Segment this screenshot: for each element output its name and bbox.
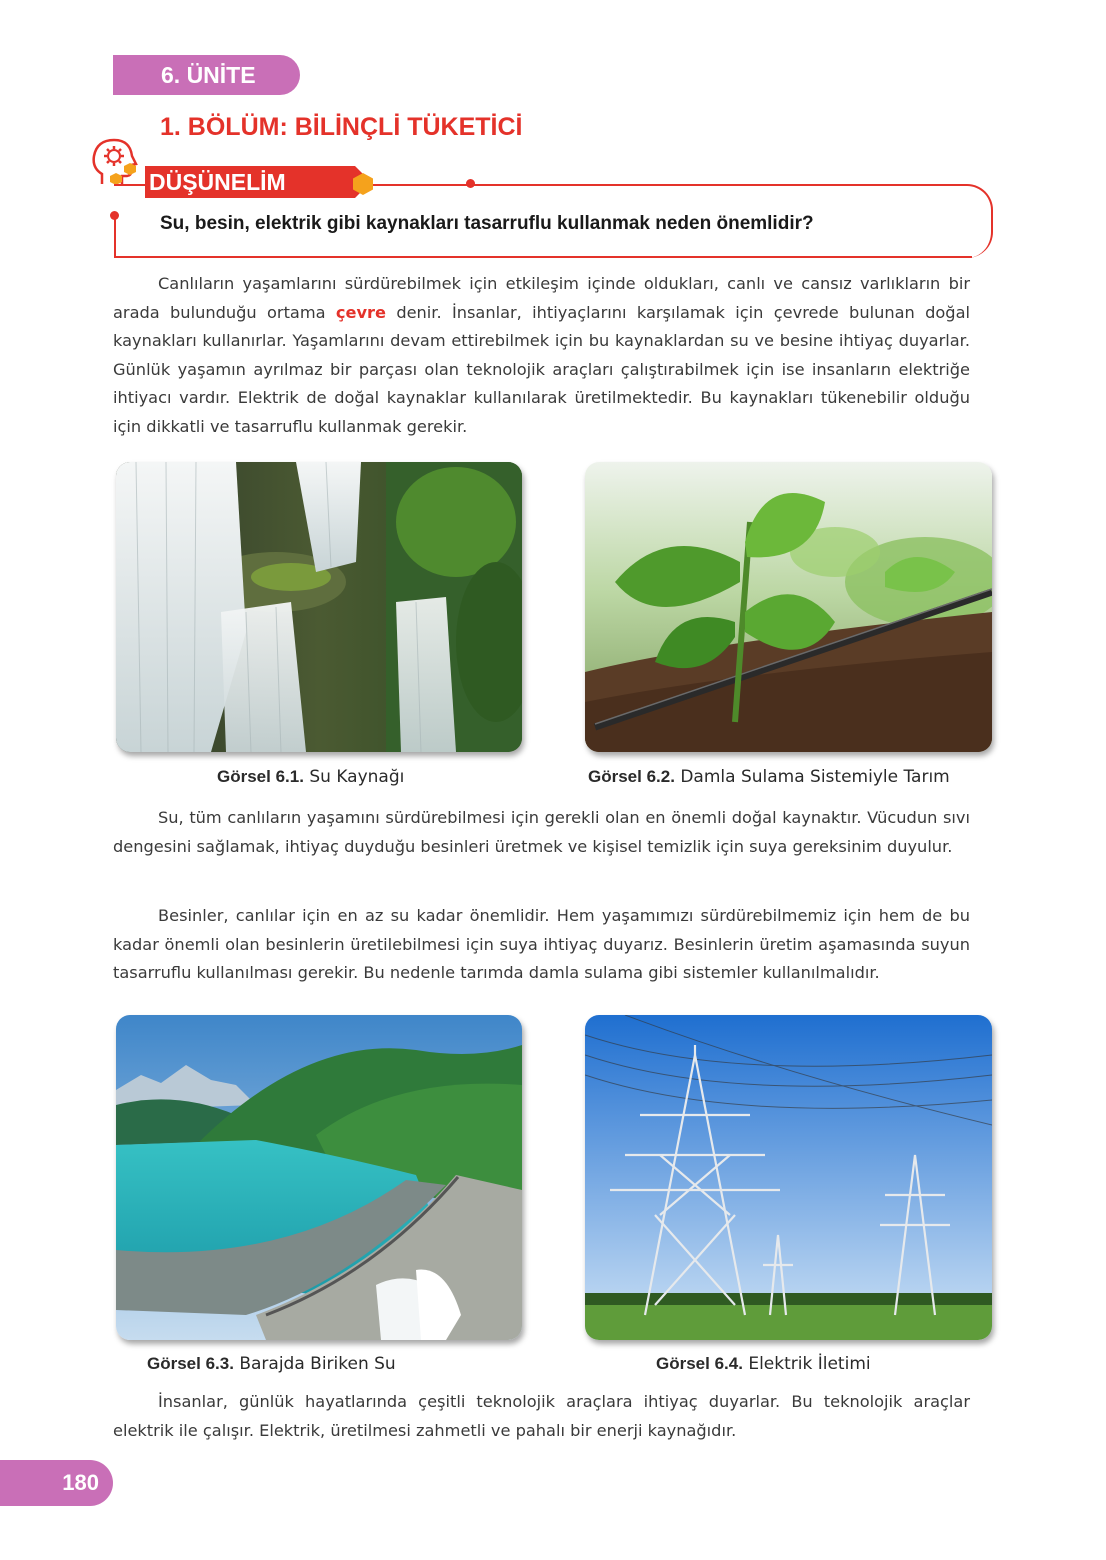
figure-text: Elektrik İletimi (748, 1354, 871, 1374)
body-paragraph: Su, tüm canlıların yaşamını sürdürebilmesi için gerekli olan en önemli doğal kaynaktır. Vücudun sıvı dengesini sağlamak, ihtiyaç duyduğu besinleri üretmek ve kişisel temizlik için suya gereksinim duyulur. (113, 808, 970, 856)
figure-text: Damla Sulama Sistemiyle Tarım (680, 767, 950, 787)
figure-label: Görsel 6.4. (656, 1354, 743, 1373)
figure-label: Görsel 6.3. (147, 1354, 234, 1373)
body-paragraph: İnsanlar, günlük hayatlarında çeşitli teknolojik araçlara ihtiyaç duyarlar. Bu teknolojik araçlar elektrik ile çalışır. Elektrik, üretilmesi zahmetli ve pahalı bir enerji kaynağıdır. (113, 1392, 970, 1440)
page-number: 180 (0, 1460, 113, 1506)
body-paragraph (113, 270, 970, 441)
figure-text: Barajda Biriken Su (239, 1354, 396, 1374)
hexagon-icon (352, 172, 374, 196)
figure-caption (147, 1354, 396, 1374)
section-title: 1. BÖLÜM: BİLİNÇLİ TÜKETİCİ (160, 113, 523, 141)
keyword-cevre: çevre (335, 302, 386, 322)
body-paragraph: Besinler, canlılar için en az su kadar önemlidir. Hem yaşamımızı sürdürebilmemiz için hem de bu kadar önemli olan besinlerin üretilebilmesi için suya ihtiyaç duyarız. Besinlerin üretim aşamasında suyun tasarruflu kullanılması gerekir. Bu nedenle tarımda damla sulama gibi sistemler kullanılmalıdır. (113, 906, 970, 982)
paragraph-text: Canlıların yaşamlarını sürdürebilmek için etkileşim içinde oldukları, canlı ve cansız varlıkların bir arada bulunduğu ortama (113, 274, 970, 322)
thinking-question: Su, besin, elektrik gibi kaynakları tasarruflu kullanmak neden önemlidir? (160, 213, 814, 234)
question-box-line (114, 216, 116, 258)
figure-label: Görsel 6.2. (588, 767, 675, 786)
figure-label: Görsel 6.1. (217, 767, 304, 786)
seedling-photo (585, 462, 992, 752)
figure-caption (588, 767, 950, 787)
decor-dot (466, 179, 475, 188)
waterfall-photo (116, 462, 522, 752)
unit-tab: 6. ÜNİTE (113, 55, 300, 95)
dam-photo (116, 1015, 522, 1340)
figure-caption (217, 767, 404, 787)
paragraph-text: denir. İnsanlar, ihtiyaçlarını karşılamak için çevrede bulunan doğal kaynakları kullanırlar. Yaşamlarını devam ettirebilmek için bu kaynaklardan su ve besine ihtiyaç duyarlar. Günlük yaşamın ayrılmaz bir parçası olan teknolojik araçları çalıştırabilmek için ise insanların elektriğe ihtiyacı vardır. Elektrik de doğal kaynaklar kullanılarak üretilmektedir. Bu kaynakları tükenebilir olduğu için dikkatli ve tasarruflu kullanmak gerekir. (113, 302, 971, 436)
question-box-line (114, 256, 972, 258)
thinking-label: DÜŞÜNELİM (145, 166, 355, 198)
decor-dot (110, 211, 119, 220)
power-lines-photo (585, 1015, 992, 1340)
figure-text: Su Kaynağı (309, 767, 405, 787)
figure-caption (656, 1354, 871, 1374)
